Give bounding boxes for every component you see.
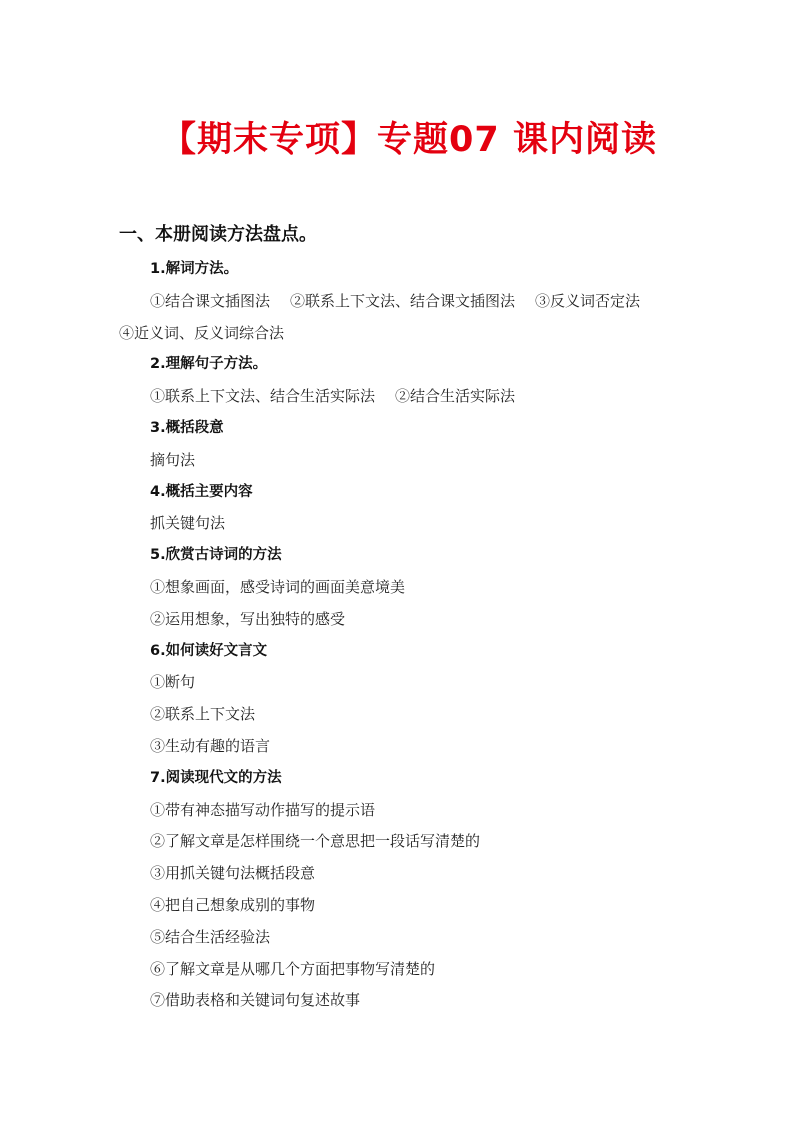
item-line-2 xyxy=(119,381,689,413)
item-heading-2: 2.理解句子方法。 xyxy=(150,356,268,373)
section-heading: 一、本册阅读方法盘点。 xyxy=(119,224,317,245)
item-heading-3: 3.概括段意 xyxy=(150,419,224,436)
item-line-7c: ③用抓关键句法概括段意 xyxy=(150,864,316,883)
item-heading-7: 7.阅读现代文的方法 xyxy=(150,769,282,786)
item-line-5b: ②运用想象，写出独特的感受 xyxy=(150,609,346,628)
method-1b: ②联系上下文法、结合课文插图法 xyxy=(290,291,516,310)
item-line-7b: ②了解文章是怎样围绕一个意思把一段话写清楚的 xyxy=(150,832,481,851)
item-line-6a: ①断句 xyxy=(150,673,196,692)
item-line-1-cont: ④近义词、反义词综合法 xyxy=(119,323,285,342)
item-line-6b: ②联系上下文法 xyxy=(150,705,256,724)
item-line-6c: ③生动有趣的语言 xyxy=(150,736,271,755)
item-line-5a: ①想象画面，感受诗词的画面美意境美 xyxy=(150,577,406,596)
item-heading-5: 5.欣赏古诗词的方法 xyxy=(150,547,282,564)
item-line-3: 摘句法 xyxy=(150,450,196,469)
method-2a: ①联系上下文法、结合生活实际法 xyxy=(150,387,376,406)
item-line-4: 抓关键句法 xyxy=(150,514,226,533)
item-line-1 xyxy=(119,286,689,318)
item-heading-1: 1.解词方法。 xyxy=(150,261,239,277)
item-line-7e: ⑤结合生活经验法 xyxy=(150,927,271,946)
item-line-7a: ①带有神态描写动作描写的提示语 xyxy=(150,800,376,819)
item-line-7g: ⑦借助表格和关键词句复述故事 xyxy=(150,991,361,1010)
content-body xyxy=(119,254,689,1017)
item-line-7f: ⑥了解文章是从哪几个方面把事物写清楚的 xyxy=(150,959,436,978)
item-heading-4: 4.概括主要内容 xyxy=(150,483,253,500)
page-title: 【期末专项】专题07 课内阅读 xyxy=(161,120,657,160)
method-1c: ③反义词否定法 xyxy=(535,291,641,310)
method-2b: ②结合生活实际法 xyxy=(395,387,516,406)
method-1a: ①结合课文插图法 xyxy=(150,291,271,310)
item-heading-6: 6.如何读好文言文 xyxy=(150,642,268,659)
item-line-7d: ④把自己想象成别的事物 xyxy=(150,895,316,914)
